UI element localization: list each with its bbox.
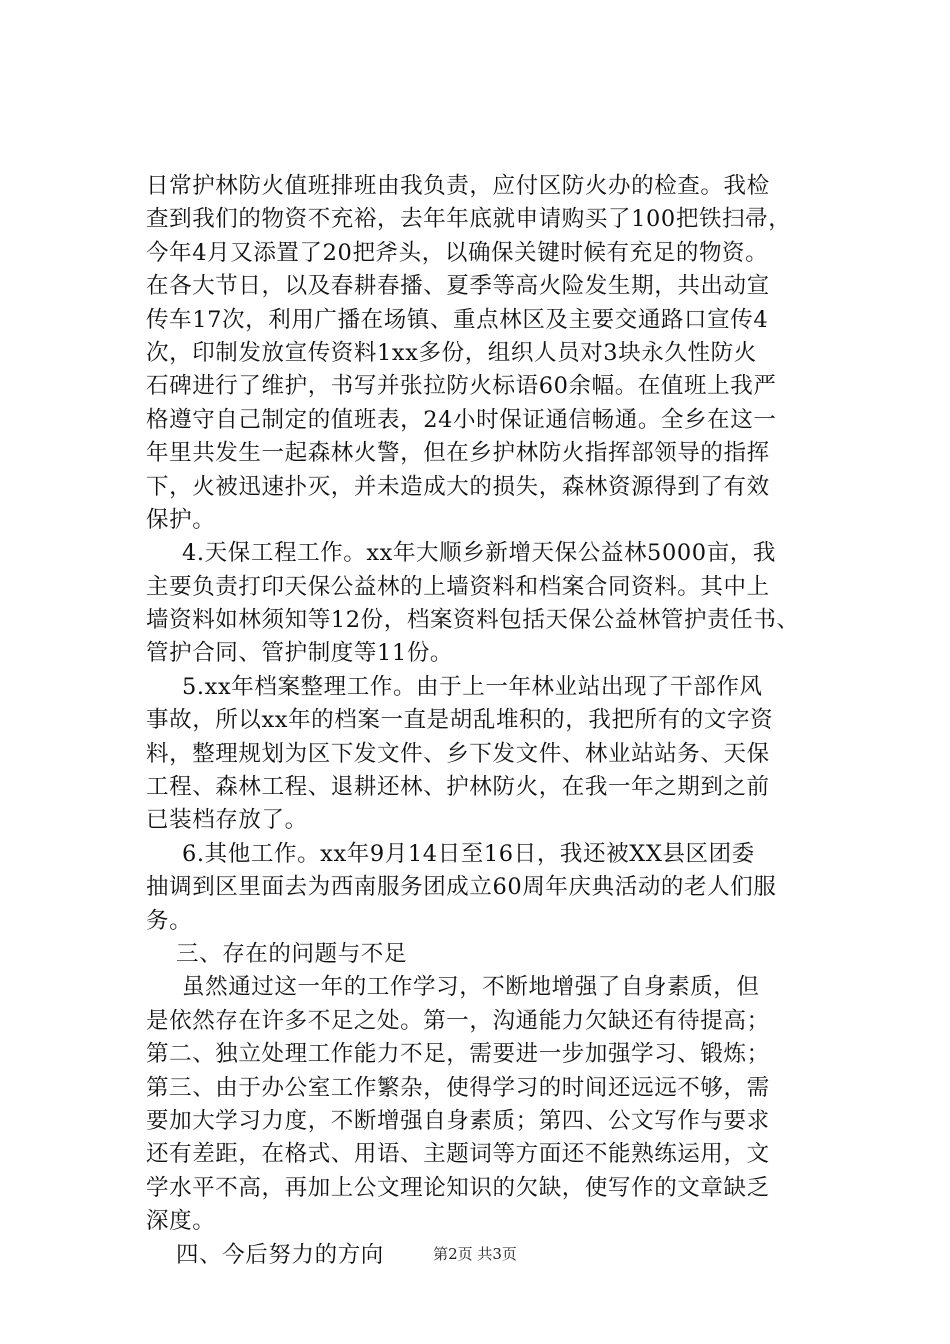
section-title-3: 三、存在的问题与不足	[176, 940, 408, 967]
body-line: 墙资料如林须知等12份，档案资料包括天保公益林管护责任书、	[146, 607, 800, 634]
body-line: 还有差距，在格式、用语、主题词等方面还不能熟练运用，文	[146, 1141, 770, 1168]
body-line: 已装档存放了。	[146, 807, 308, 834]
body-line: 在各大节日，以及春耕春播、夏季等高火险发生期，共出动宣	[146, 273, 770, 300]
body-line: 工程、森林工程、退耕还林、护林防火，在我一年之期到之前	[146, 774, 770, 801]
body-line: 查到我们的物资不充裕，去年年底就申请购买了100把铁扫帚，	[146, 206, 792, 233]
body-line: 管护合同、管护制度等11份。	[146, 640, 454, 667]
body-line: 下，火被迅速扑灭，并未造成大的损失，森林资源得到了有效	[146, 473, 770, 500]
document-body	[146, 170, 846, 1272]
body-line: 次，印制发放宣传资料1xx多份，组织人员对3块永久性防火	[146, 339, 757, 366]
body-line: 石碑进行了维护，书写并张拉防火标语60余幅。在值班上我严	[146, 373, 777, 400]
body-line: 第二、独立处理工作能力不足，需要进一步加强学习、锻炼；	[146, 1041, 770, 1068]
body-line: 抽调到区里面去为西南服务团成立60周年庆典活动的老人们服	[146, 874, 777, 901]
body-line: 年里共发生一起森林火警，但在乡护林防火指挥部领导的指挥	[146, 440, 770, 467]
section-title-4: 四、今后努力的方向	[176, 1241, 384, 1268]
section-heading-6: 6.其他工作。xx年9月14日至16日，我还被XX县区团委	[182, 840, 755, 867]
body-line: 今年4月又添置了20把斧头，以确保关键时候有充足的物资。	[146, 239, 769, 266]
body-line: 格遵守自己制定的值班表，24小时保证通信畅通。全乡在这一	[146, 406, 777, 433]
body-line: 第三、由于办公室工作繁杂，使得学习的时间还远远不够，需	[146, 1074, 770, 1101]
body-line: 务。	[146, 907, 193, 934]
body-line: 事故，所以xx年的档案一直是胡乱堆积的，我把所有的文字资	[146, 707, 774, 734]
body-line: 保护。	[146, 506, 216, 533]
page-number-label: 第2页 共3页	[433, 1245, 517, 1263]
body-line: 深度。	[146, 1208, 216, 1235]
body-line: 料，整理规划为区下发文件、乡下发文件、林业站站务、天保	[146, 740, 770, 767]
body-line: 虽然通过这一年的工作学习，不断地增强了自身素质，但	[182, 974, 760, 1001]
section-heading-5: 5.xx年档案整理工作。由于上一年林业站出现了干部作风	[182, 673, 763, 700]
body-line: 学水平不高，再加上公文理论知识的欠缺，使写作的文章缺乏	[146, 1174, 770, 1201]
body-line: 主要负责打印天保公益林的上墙资料和档案合同资料。其中上	[146, 573, 770, 600]
page-footer	[0, 1244, 950, 1264]
body-line: 要加大学习力度，不断增强自身素质；第四、公文写作与要求	[146, 1107, 770, 1134]
section-heading-4: 4.天保工程工作。xx年大顺乡新增天保公益林5000亩，我	[182, 540, 777, 567]
body-line: 日常护林防火值班排班由我负责，应付区防火办的检查。我检	[146, 173, 770, 199]
body-line: 是依然存在许多不足之处。第一，沟通能力欠缺还有待提高；	[146, 1007, 770, 1034]
body-line: 传车17次，利用广播在场镇、重点林区及主要交通路口宣传4	[146, 306, 769, 333]
